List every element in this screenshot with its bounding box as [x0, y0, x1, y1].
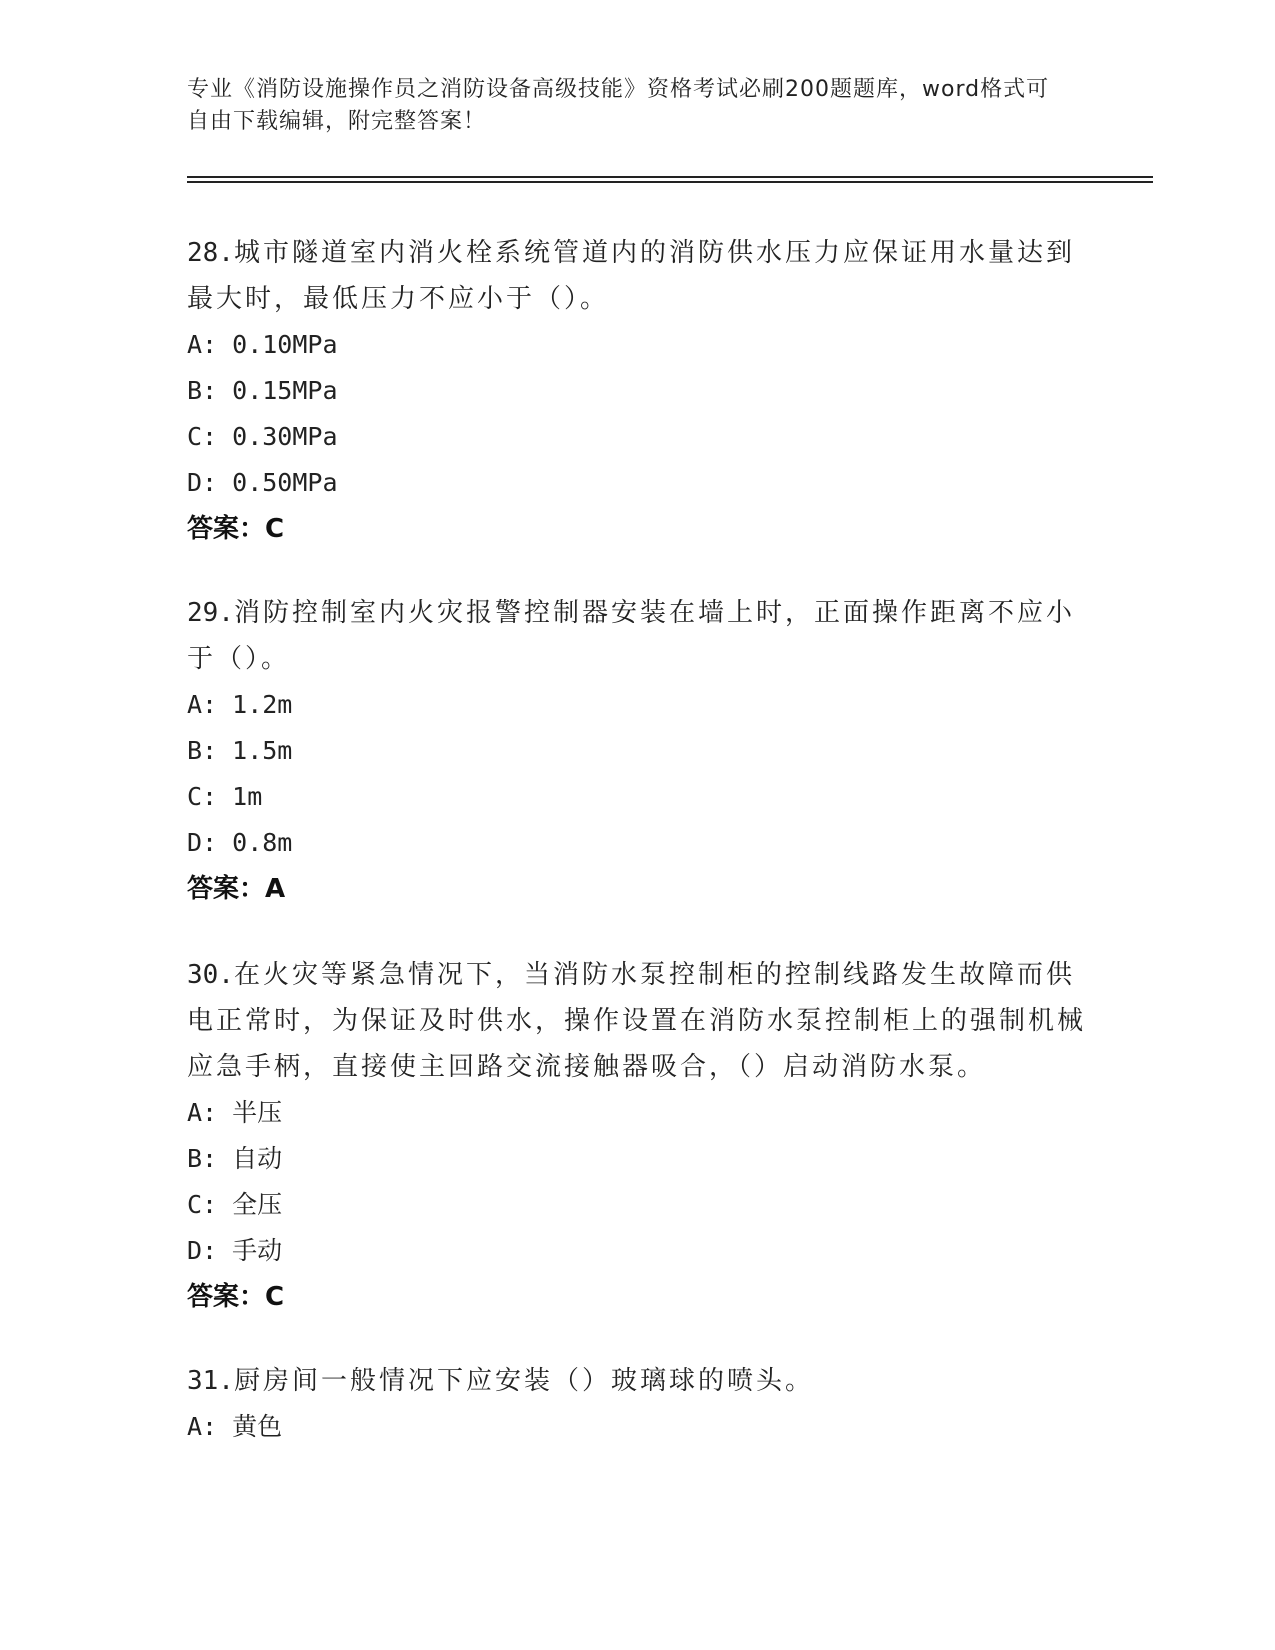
option-c: C: 全压 [187, 1190, 283, 1219]
question-stem [187, 590, 1087, 682]
question-stem [187, 1358, 1087, 1404]
header-divider-double [187, 181, 1153, 183]
option-a: A: 0.10MPa [187, 330, 338, 359]
answer: 答案：C [187, 514, 285, 544]
question-number: 28. [187, 238, 234, 268]
option-a: A: 半压 [187, 1098, 283, 1127]
option-b: B: 1.5m [187, 736, 293, 765]
option-b: B: 自动 [187, 1144, 283, 1173]
question-text: 厨房间一般情况下应安装（）玻璃球的喷头。 [233, 1366, 814, 1396]
header-divider [187, 176, 1153, 178]
option-b: B: 0.15MPa [187, 376, 338, 405]
option-d: D: 0.50MPa [187, 468, 338, 497]
document-header: 专业《消防设施操作员之消防设备高级技能》资格考试必刷200题题库，word格式可自由下载编辑，附完整答案！ [187, 77, 1050, 134]
option-d: D: 手动 [187, 1236, 283, 1265]
option-d: D: 0.8m [187, 828, 293, 857]
option-a: A: 黄色 [187, 1412, 283, 1441]
option-c: C: 0.30MPa [187, 422, 338, 451]
question-number: 29. [187, 598, 234, 628]
question-stem [187, 230, 1087, 322]
question-number: 30. [187, 960, 234, 990]
question-text: 在火灾等紧急情况下，当消防水泵控制柜的控制线路发生故障而供电正常时，为保证及时供水，操作设置在消防水泵控制柜上的强制机械应急手柄，直接使主回路交流接触器吸合，（）启动消防水泵。 [187, 960, 1087, 1082]
question-28 [187, 230, 1087, 552]
option-c: C: 1m [187, 782, 263, 811]
question-stem [187, 952, 1087, 1090]
question-29 [187, 590, 1087, 912]
option-a: A: 1.2m [187, 690, 293, 719]
question-30 [187, 952, 1087, 1320]
question-text: 消防控制室内火灾报警控制器安装在墙上时，正面操作距离不应小于（）。 [187, 598, 1075, 674]
answer: 答案：C [187, 1282, 285, 1312]
question-number: 31. [187, 1366, 234, 1396]
question-31 [187, 1358, 1087, 1450]
question-text: 城市隧道室内消火栓系统管道内的消防供水压力应保证用水量达到最大时，最低压力不应小于（）。 [187, 238, 1075, 314]
answer: 答案：A [187, 874, 286, 904]
